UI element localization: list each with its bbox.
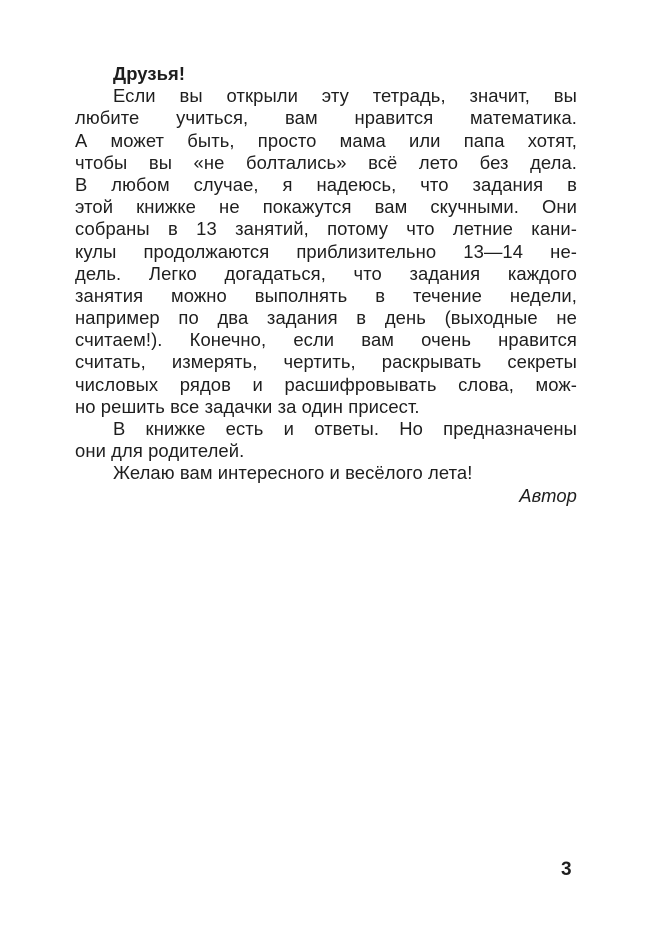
paragraph-line: чтобы вы «не болтались» всё лето без дела. (75, 151, 577, 173)
paragraph-line: занятия можно выполнять в течение недели, (75, 284, 577, 306)
paragraph-line: считать, измерять, чертить, раскрывать секреты (75, 351, 577, 373)
paragraph-line: считаем!). Конечно, если вам очень нравится (75, 329, 577, 351)
paragraph-line: этой книжке не покажутся вам скучными. Они (75, 196, 577, 218)
paragraph-line: В любом случае, я надеюсь, что задания в (75, 173, 577, 195)
page-number: 3 (561, 859, 572, 880)
paragraph-line: но решить все задачки за один присест. (75, 395, 420, 417)
preface-text (75, 63, 577, 507)
paragraph-line: они для родителей. (75, 440, 245, 462)
paragraph-line: собраны в 13 занятий, потому что летние кани- (75, 218, 577, 240)
paragraph-line: А может быть, просто мама или папа хотят, (75, 129, 577, 151)
paragraph-line: любите учиться, вам нравится математика. (75, 107, 577, 129)
paragraph-line: например по два задания в день (выходные не (75, 307, 577, 329)
greeting-heading: Друзья! (113, 63, 186, 84)
paragraph-line: Желаю вам интересного и весёлого лета! (113, 462, 473, 484)
paragraph-line: Если вы открыли эту тетрадь, значит, вы (113, 85, 577, 107)
paragraph-line: числовых рядов и расшифровывать слова, мож- (75, 373, 577, 395)
paragraph-line: кулы продолжаются приблизительно 13—14 не- (75, 240, 577, 262)
paragraph-line: В книжке есть и ответы. Но предназначены (113, 418, 577, 439)
author-signature: Автор (519, 484, 577, 506)
paragraph-line: дель. Легко догадаться, что задания каждого (75, 262, 577, 284)
